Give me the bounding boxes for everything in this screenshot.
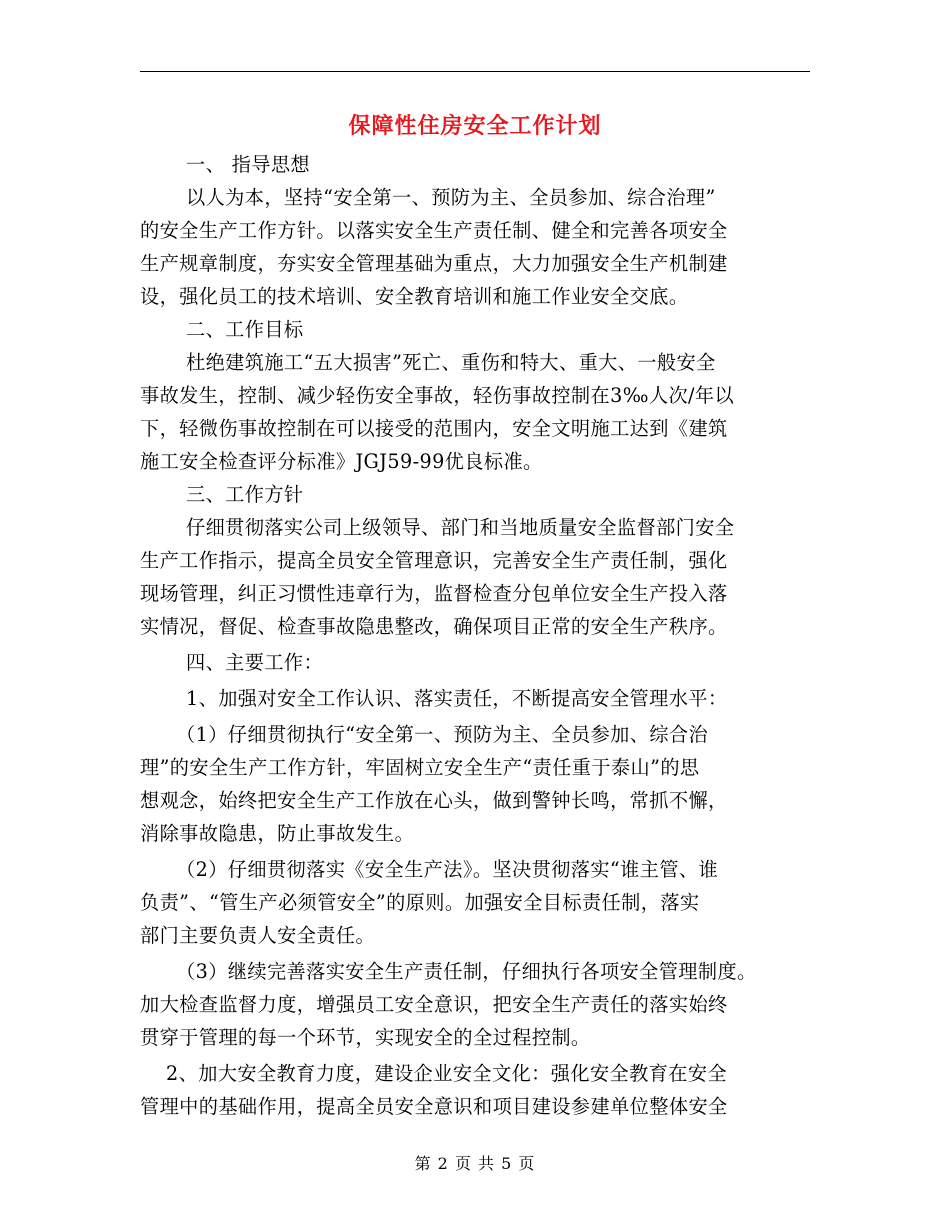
paragraph-line: 下，轻微伤事故控制在可以接受的范围内，安全文明施工达到《建筑 xyxy=(140,417,728,440)
paragraph-line: 加大检查监督力度，增强员工安全意识，把安全生产责任的落实始终 xyxy=(140,993,728,1016)
paragraph-line: 想观念，始终把安全生产工作放在心头，做到警钟长鸣，常抓不懈， xyxy=(140,789,728,812)
paragraph-line: 现场管理，纠正习惯性违章行为，监督检查分包单位安全生产投入落 xyxy=(140,582,728,605)
page-number: 第 2 页 共 5 页 xyxy=(414,1154,536,1173)
paragraph-line: 实情况，督促、检查事故隐患整改，确保项目正常的安全生产秩序。 xyxy=(140,615,728,638)
paragraph-line: 仔细贯彻落实公司上级领导、部门和当地质量安全监督部门安全 xyxy=(186,516,735,539)
paragraph-line: 管理中的基础作用，提高全员安全意识和项目建设参建单位整体安全 xyxy=(140,1095,728,1118)
paragraph-line: 事故发生，控制、减少轻伤安全事故，轻伤事故控制在3‰人次/年以 xyxy=(140,384,735,407)
paragraph-line: 负责”、“管生产必须管安全”的原则。加强安全目标责任制，落实 xyxy=(140,891,700,914)
section-heading-4: 四、主要工作： xyxy=(186,651,324,674)
paragraph-line: 设，强化员工的技术培训、安全教育培训和施工作业安全交底。 xyxy=(140,285,689,308)
subsection-heading-1: 1、加强对安全工作认识、落实责任，不断提高安全管理水平： xyxy=(186,687,728,710)
section-heading-3: 三、工作方针 xyxy=(186,483,304,506)
document-title: 保障性住房安全工作计划 xyxy=(348,113,602,139)
paragraph-line: 消除事故隐患，防止事故发生。 xyxy=(140,822,415,845)
subsection-heading-2: 2、加大安全教育力度，建设企业安全文化：强化安全教育在安全 xyxy=(166,1062,728,1085)
section-heading-2: 二、工作目标 xyxy=(186,318,304,341)
document-body xyxy=(140,148,812,1123)
paragraph-line: 生产规章制度，夯实安全管理基础为重点，大力加强安全生产机制建 xyxy=(140,252,728,275)
paragraph-line: 贯穿于管理的每一个环节，实现安全的全过程控制。 xyxy=(140,1026,591,1049)
paragraph-line: 部门主要负责人安全责任。 xyxy=(140,924,376,947)
paragraph-line: 施工安全检查评分标准》JGJ59-99优良标准。 xyxy=(140,450,543,473)
paragraph-line: 以人为本，坚持“安全第一、预防为主、全员参加、综合治理” xyxy=(186,186,716,209)
item-3-line: （3）继续完善落实安全生产责任制，仔细执行各项安全管理制度。 xyxy=(176,960,757,983)
item-2-line: （2）仔细贯彻落实《安全生产法》。坚决贯彻落实“谁主管、谁 xyxy=(176,858,719,881)
item-1-line: （1）仔细贯彻执行“安全第一、预防为主、全员参加、综合治 xyxy=(176,723,709,746)
paragraph-line: 理”的安全生产工作方针，牢固树立安全生产“责任重于泰山”的思 xyxy=(140,756,700,779)
paragraph-line: 生产工作指示，提高全员安全管理意识，完善安全生产责任制，强化 xyxy=(140,549,728,572)
section-heading-1: 一、 指导思想 xyxy=(186,153,311,176)
paragraph-line: 杜绝建筑施工“五大损害”死亡、重伤和特大、重大、一般安全 xyxy=(186,351,716,374)
paragraph-line: 的安全生产工作方针。以落实安全生产责任制、健全和完善各项安全 xyxy=(140,219,728,242)
header-rule xyxy=(140,71,810,72)
